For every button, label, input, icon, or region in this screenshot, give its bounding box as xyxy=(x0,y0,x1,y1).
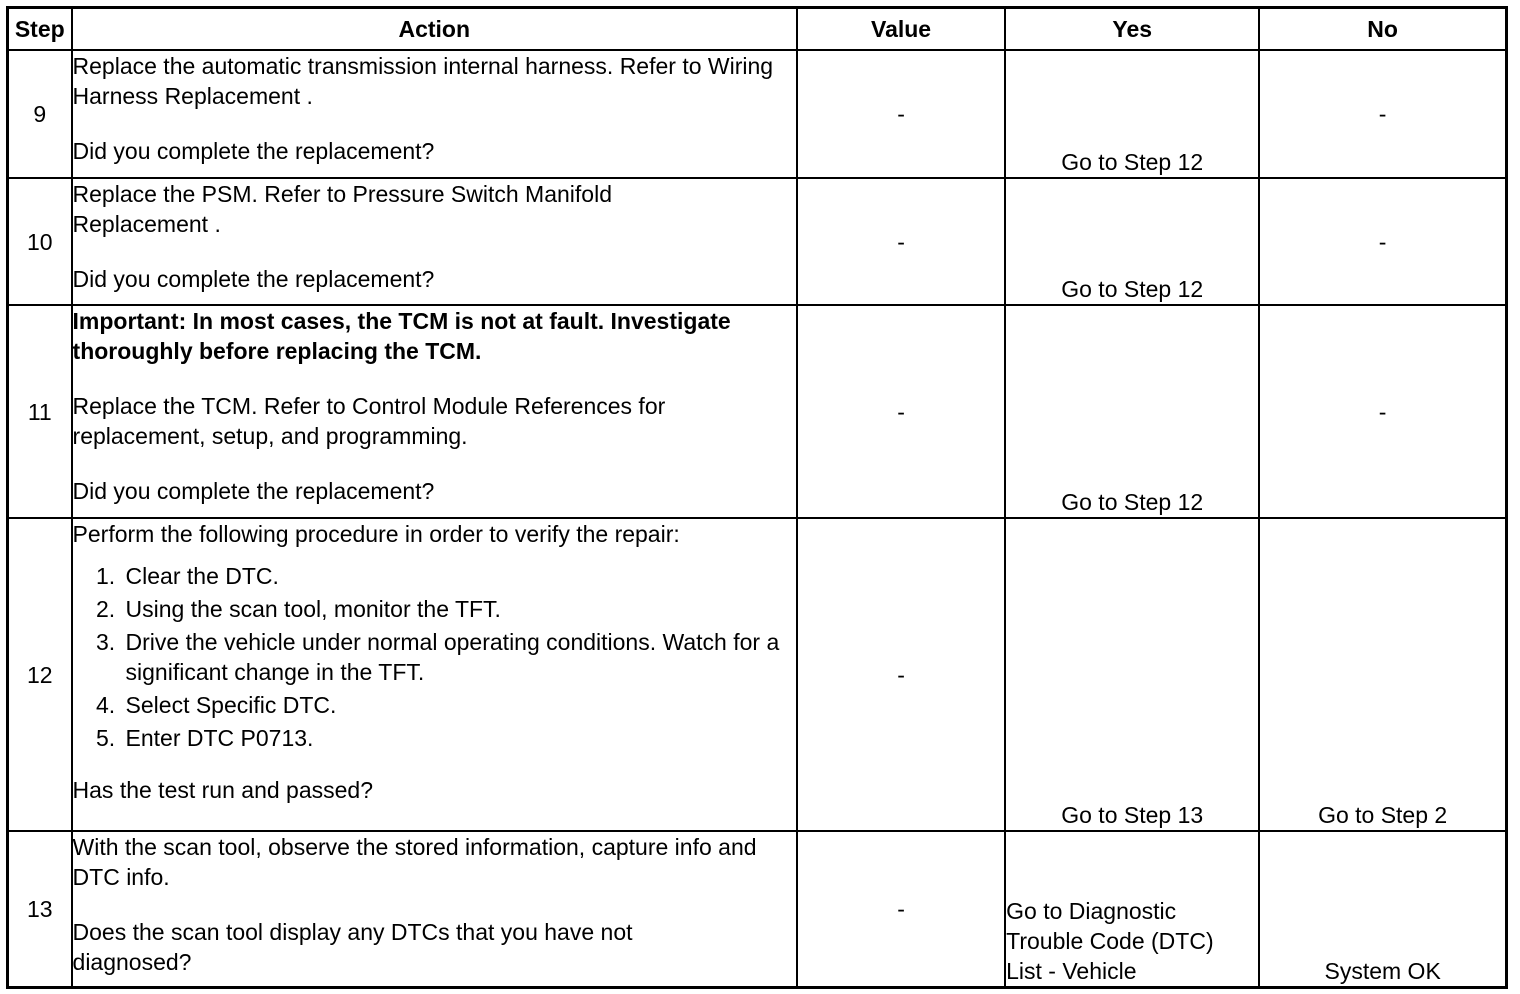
header-value: Value xyxy=(797,8,1005,51)
header-no: No xyxy=(1259,8,1506,51)
table-row xyxy=(8,518,1507,831)
action-cell xyxy=(72,50,797,178)
action-text: Replace the PSM. Refer to Pressure Switch Manifold Replacement . xyxy=(72,181,612,237)
action-text: Perform the following procedure in order to verify the repair: xyxy=(72,521,680,547)
action-cell xyxy=(72,178,797,305)
action-question: Does the scan tool display any DTCs that you have not diagnosed? xyxy=(72,919,633,975)
table-row xyxy=(8,831,1507,987)
step-number: 11 xyxy=(8,305,72,518)
value-cell: - xyxy=(797,305,1005,518)
value-cell: - xyxy=(797,50,1005,178)
value-cell: - xyxy=(797,178,1005,305)
yes-cell: Go to Step 12 xyxy=(1005,305,1259,518)
no-cell: - xyxy=(1259,50,1506,178)
header-row xyxy=(8,8,1507,51)
no-cell: - xyxy=(1259,305,1506,518)
action-cell xyxy=(72,305,797,518)
step-number: 12 xyxy=(8,518,72,831)
diagnostic-table xyxy=(6,6,1508,989)
value-cell: - xyxy=(797,831,1005,987)
action-cell xyxy=(72,518,797,831)
step-number: 10 xyxy=(8,178,72,305)
no-cell: Go to Step 2 xyxy=(1259,518,1506,831)
header-action: Action xyxy=(72,8,797,51)
no-cell: - xyxy=(1259,178,1506,305)
header-step: Step xyxy=(8,8,72,51)
no-cell: System OK xyxy=(1259,831,1506,987)
list-item: 2. Using the scan tool, monitor the TFT. xyxy=(122,594,796,624)
table-row xyxy=(8,50,1507,178)
header-yes: Yes xyxy=(1005,8,1259,51)
action-text: Replace the TCM. Refer to Control Module References for replacement, setup, and programming. xyxy=(72,393,666,449)
action-question: Did you complete the replacement? xyxy=(72,478,435,504)
value-cell: - xyxy=(797,518,1005,831)
procedure-list xyxy=(73,561,796,753)
list-item: 3. Drive the vehicle under normal operating conditions. Watch for a significant change in the TFT. xyxy=(122,627,796,687)
list-item: 5. Enter DTC P0713. xyxy=(122,723,796,753)
action-text: With the scan tool, observe the stored information, capture info and DTC info. xyxy=(72,834,757,890)
action-text: Replace the automatic transmission internal harness. Refer to Wiring Harness Replacement . xyxy=(72,53,774,109)
action-cell xyxy=(72,831,797,987)
step-number: 13 xyxy=(8,831,72,987)
list-item: 4. Select Specific DTC. xyxy=(122,690,796,720)
table-row xyxy=(8,305,1507,518)
yes-line: Trouble Code (DTC) xyxy=(1006,927,1214,954)
action-question: Did you complete the replacement? xyxy=(72,266,435,292)
yes-line: Go to Diagnostic xyxy=(1006,897,1177,924)
important-note: Important: In most cases, the TCM is not at fault. Investigate thoroughly before replacing the TCM. xyxy=(72,308,731,364)
step-number: 9 xyxy=(8,50,72,178)
yes-cell: Go to Step 12 xyxy=(1005,178,1259,305)
action-question: Has the test run and passed? xyxy=(72,777,374,803)
list-item: 1. Clear the DTC. xyxy=(122,561,796,591)
action-question: Did you complete the replacement? xyxy=(72,138,435,164)
yes-cell: Go to Step 12 xyxy=(1005,50,1259,178)
table-row xyxy=(8,178,1507,305)
yes-cell xyxy=(1005,831,1259,987)
yes-cell: Go to Step 13 xyxy=(1005,518,1259,831)
yes-line: List - Vehicle xyxy=(1006,957,1137,984)
